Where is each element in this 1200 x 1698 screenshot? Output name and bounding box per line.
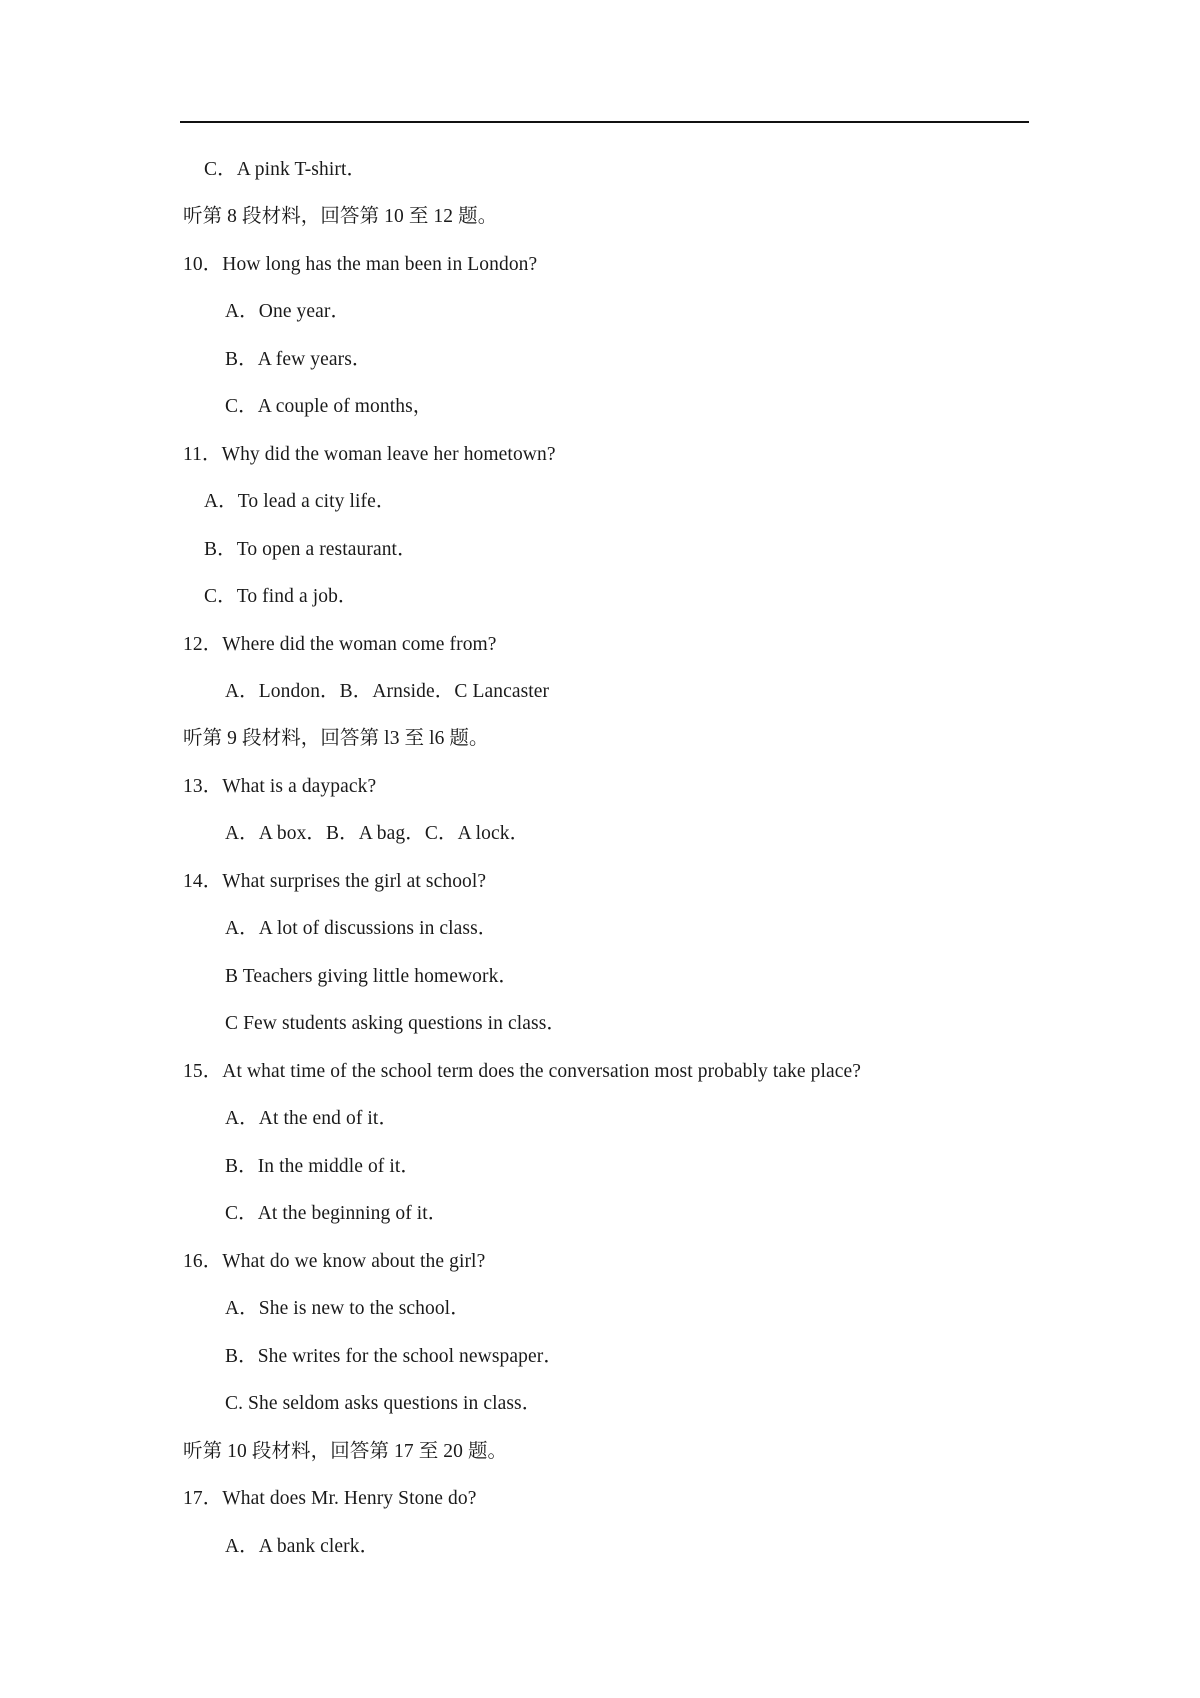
question-line: 10．How long has the man been in London? [183, 254, 538, 275]
option-line: C．To find a job． [204, 586, 358, 607]
section-heading: 听第 8 段材料，回答第 10 至 12 题。 [183, 206, 498, 227]
header-rule [180, 121, 1029, 123]
option-line: A．One year． [225, 301, 351, 322]
option-line: C．A pink T-shirt． [204, 159, 367, 180]
option-line: B Teachers giving little homework． [225, 966, 519, 987]
option-line: A．A lot of discussions in class． [225, 918, 498, 939]
question-line: 12．Where did the woman come from? [183, 634, 497, 655]
question-line: 11．Why did the woman leave her hometown? [183, 444, 556, 465]
option-line: C. She seldom asks questions in class． [225, 1393, 542, 1414]
option-line: A．At the end of it． [225, 1108, 399, 1129]
section-heading: 听第 9 段材料，回答第 l3 至 l6 题。 [183, 728, 489, 749]
question-line: 14．What surprises the girl at school? [183, 871, 487, 892]
option-line: A．To lead a city life． [204, 491, 396, 512]
question-line: 13．What is a daypack? [183, 776, 377, 797]
option-line: B．In the middle of it． [225, 1156, 421, 1177]
question-line: 15．At what time of the school term does the conversation most probably take place? [183, 1061, 862, 1082]
option-line: C Few students asking questions in class． [225, 1013, 567, 1034]
option-line: C．A couple of months， [225, 396, 433, 417]
option-line: B．She writes for the school newspaper． [225, 1346, 563, 1367]
option-line: A．A bank clerk． [225, 1536, 380, 1557]
option-line: C．At the beginning of it． [225, 1203, 448, 1224]
question-line: 16．What do we know about the girl? [183, 1251, 486, 1272]
option-line: A．London．B．Arnside．C Lancaster [225, 681, 550, 702]
section-heading: 听第 10 段材料，回答第 17 至 20 题。 [183, 1441, 508, 1462]
option-line: A．A box．B．A bag．C．A lock． [225, 823, 530, 844]
option-line: B．To open a restaurant． [204, 539, 417, 560]
option-line: B．A few years． [225, 349, 372, 370]
question-line: 17．What does Mr. Henry Stone do? [183, 1488, 477, 1509]
option-line: A．She is new to the school． [225, 1298, 470, 1319]
